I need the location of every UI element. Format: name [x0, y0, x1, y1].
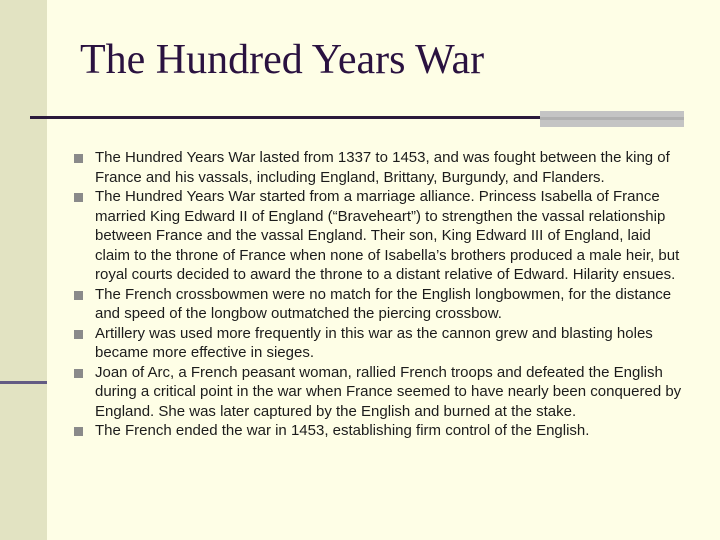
bullet-text: The Hundred Years War lasted from 1337 to 1453, and was fought between the king of France and his vassals, including England, Brittany, Burgundy, and Flanders.	[95, 149, 670, 186]
bullet-item	[74, 285, 684, 324]
bullet-text: The French crossbowmen were no match for the English longbowmen, for the distance and speed of the longbow outmatched the piercing crossbow.	[95, 285, 672, 322]
sidebar-accent-line	[0, 381, 47, 384]
square-bullet-icon	[74, 193, 83, 202]
bullet-item	[74, 187, 684, 285]
bullet-item	[74, 324, 684, 363]
bullet-item	[74, 363, 684, 422]
title-underline-rule	[30, 116, 540, 119]
square-bullet-icon	[74, 427, 83, 436]
slide-title: The Hundred Years War	[80, 37, 485, 83]
bullet-item	[74, 421, 684, 441]
square-bullet-icon	[74, 154, 83, 163]
bullet-text: Artillery was used more frequently in this war as the cannon grew and blasting holes became more effective in sieges.	[95, 324, 653, 361]
bullet-text: The Hundred Years War started from a marriage alliance. Princess Isabella of France married King Edward II of England (“Braveheart”) to strengthen the vassal relationship between France and the vassal England. Their son, King Edward III of England, laid claim to the throne of France when none of Isabella’s brothers produced a male heir, but royal courts decided to award the throne to a distant relative of Edward. Hilarity ensues.	[95, 188, 680, 283]
bullet-text: The French ended the war in 1453, establishing firm control of the English.	[95, 422, 590, 439]
bullet-text: Joan of Arc, a French peasant woman, rallied French troops and defeated the English during a critical point in the war when France seemed to have nearly been conquered by England. She was later captured by the English and burned at the stake.	[95, 363, 682, 420]
square-bullet-icon	[74, 369, 83, 378]
left-sidebar-band	[0, 0, 47, 540]
bullet-item	[74, 148, 684, 187]
bullet-list	[74, 148, 684, 441]
square-bullet-icon	[74, 330, 83, 339]
square-bullet-icon	[74, 291, 83, 300]
title-underline-accent	[540, 111, 684, 127]
